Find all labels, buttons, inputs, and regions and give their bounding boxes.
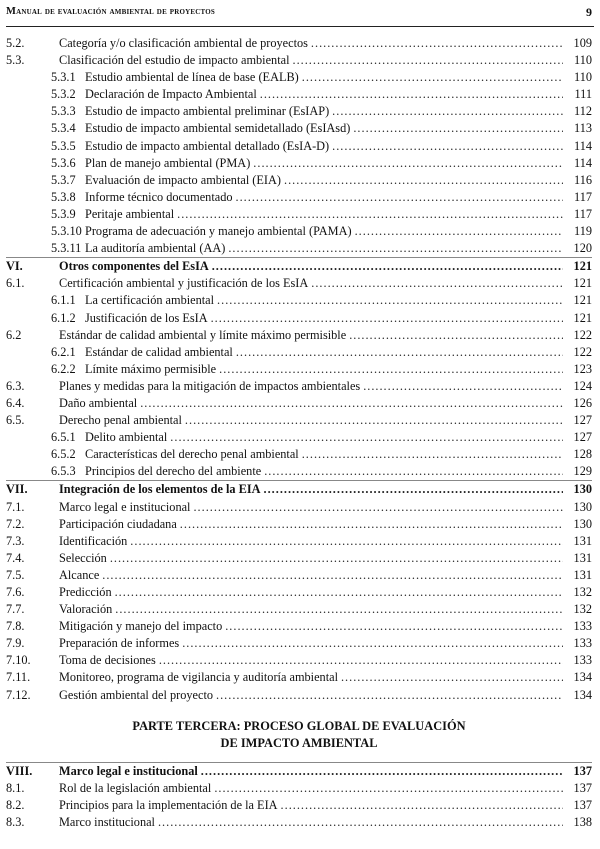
dot-leader [115,584,563,601]
dot-leader [302,446,563,463]
toc-entry-row [6,327,592,344]
toc-number: 6.4. [6,395,25,410]
toc-number: 6.5.3 [51,464,76,479]
toc-entry-row [6,499,592,516]
dot-leader [185,412,563,429]
toc-page-number: 128 [573,447,592,462]
toc-page-number: 137 [573,780,592,795]
toc-page-number: 113 [574,121,592,136]
toc-page-number: 121 [573,293,592,308]
toc-number: 5.3.1 [51,70,76,85]
dot-leader [211,310,563,327]
toc-page-number: 124 [573,378,592,393]
toc-entry-row [6,463,592,480]
dot-leader [212,258,563,275]
toc-entry-row [6,395,592,412]
toc-title: La auditoría ambiental (AA) [85,241,226,256]
dot-leader [216,687,563,704]
toc-number: 6.5.1 [51,430,76,445]
toc-number: 7.10. [6,653,31,668]
toc-entry-row [6,189,592,206]
toc-page-number: 116 [574,172,592,187]
dot-leader [228,240,563,257]
dot-leader [284,172,563,189]
toc-page-number: 110 [574,53,592,68]
toc-chapter-row [6,480,592,498]
dot-leader [311,35,563,52]
dot-leader [341,669,563,686]
toc-entry-row [6,550,592,567]
toc-number: 6.2.2 [51,361,76,376]
dot-leader [159,652,563,669]
toc-number: 5.3.4 [51,121,76,136]
toc-page-number: 119 [574,224,592,239]
toc-section-a [6,35,592,704]
toc-page-number: 133 [573,653,592,668]
toc-title: Programa de adecuación y manejo ambiental (PAMA) [85,224,352,239]
toc-title: Daño ambiental [59,395,138,410]
toc-title: Gestión ambiental del proyecto [59,687,214,702]
toc-number: 6.2 [6,327,22,342]
toc-entry-row [6,172,592,189]
toc-number: 7.6. [6,585,25,599]
toc-page-number: 132 [573,602,592,617]
toc-title: Clasificación del estudio de impacto ambiental [59,53,290,68]
dot-leader [281,797,563,814]
toc-page-number: 114 [574,138,592,153]
page-number: 9 [586,5,592,19]
toc-entry-row [6,567,592,584]
toc-title: Preparación de informes [59,636,180,651]
toc-number: 6.5. [6,413,25,428]
toc-page-number: 121 [573,259,592,274]
toc-title: Marco legal e institucional [59,763,198,778]
dot-leader [355,223,563,240]
toc-number: 6.5.2 [51,447,76,462]
dot-leader [219,361,563,378]
dot-leader [293,52,564,69]
toc-title: Evaluación de impacto ambiental (EIA) [85,172,281,187]
toc-entry-row [6,412,592,429]
toc-page-number: 121 [573,276,592,291]
toc-page-number: 130 [573,482,592,497]
toc-page-number: 137 [573,797,592,812]
dot-leader [349,327,563,344]
toc-number: 8.3. [6,814,25,829]
toc-number: 5.3.11 [51,241,82,256]
toc-title: Principios del derecho del ambiente [85,464,262,479]
toc-page-number: 131 [573,533,592,548]
toc-title: La certificación ambiental [85,293,215,308]
toc-page-number: 120 [573,241,592,256]
toc-entry-row [6,814,592,831]
toc-entry-row [6,797,592,814]
toc-number: 6.1.1 [51,293,76,308]
dot-leader [363,378,563,395]
toc-entry-row [6,635,592,652]
toc-number: VII. [6,482,28,497]
toc-number: 5.3.3 [51,104,76,119]
dot-leader [158,814,563,831]
toc-title: Estándar de calidad ambiental [85,344,233,359]
toc-title: Participación ciudadana [59,516,177,531]
toc-title: Categoría y/o clasificación ambiental de proyectos [59,36,308,50]
toc-entry-row [6,155,592,172]
toc-chapter-row [6,257,592,275]
toc-title: Certificación ambiental y justificación de los EsIA [59,276,309,291]
toc-page-number: 131 [573,550,592,565]
toc-number: 6.2.1 [51,344,76,359]
toc-entry-row [6,52,592,69]
toc-page-number: 129 [573,464,592,479]
toc-page-number: 137 [573,763,592,778]
dot-leader [214,780,563,797]
toc-title: Mitigación y manejo del impacto [59,619,223,634]
toc-title: Peritaje ambiental [85,206,175,221]
dot-leader [177,206,563,223]
toc-title: Delito ambiental [85,430,168,445]
dot-leader [110,550,563,567]
toc-number: 7.2. [6,516,25,531]
toc-title: Derecho penal ambiental [59,413,182,428]
toc-title: Estándar de calidad ambiental y límite máximo permisible [59,327,347,342]
toc-number: VI. [6,259,23,274]
toc-entry-row [6,310,592,327]
toc-number: 6.3. [6,378,25,393]
part-title-line1: PARTE TERCERA: PROCESO GLOBAL DE EVALUACIÓN [132,718,466,733]
toc-page-number: 133 [573,636,592,651]
dot-leader [264,481,563,498]
toc-page-number: 112 [574,104,592,119]
toc-title: Monitoreo, programa de vigilancia y auditoría ambiental [59,670,338,685]
toc-number: 7.9. [6,636,25,651]
running-title: Manual de evaluación ambiental de proyectos [6,6,215,17]
toc-entry-row [6,361,592,378]
toc-entry-row [6,429,592,446]
toc-title: Toma de decisiones [59,653,156,668]
toc-entry-row [6,292,592,309]
toc-page-number: 127 [573,413,592,428]
dot-leader [353,120,563,137]
toc-page-number: 122 [573,344,592,359]
toc-title: Principios para la implementación de la EIA [59,797,278,812]
toc-entry-row [6,240,592,257]
toc-number: 5.3.8 [51,189,76,204]
toc-page-number: 134 [573,687,592,702]
toc-page-number: 111 [574,87,592,102]
toc-number: 5.3.10 [51,224,82,239]
toc-page-number: 131 [573,567,592,582]
toc-title: Declaración de Impacto Ambiental [85,87,257,102]
dot-leader [332,138,563,155]
toc-page-number: 133 [573,619,592,634]
toc-number: 8.2. [6,797,25,812]
toc-entry-row [6,275,592,292]
toc-entry-row [6,69,592,86]
table-of-contents [6,35,592,831]
toc-title: Límite máximo permisible [85,361,217,376]
toc-number: 6.1. [6,276,25,291]
toc-number: 7.4. [6,550,25,565]
toc-entry-row [6,344,592,361]
toc-title: Estudio ambiental de línea de base (EALB) [85,70,299,85]
dot-leader [260,86,563,103]
toc-entry-row [6,584,592,601]
toc-number: 7.8. [6,619,25,634]
toc-entry-row [6,652,592,669]
toc-number: 7.12. [6,687,31,702]
dot-leader [201,763,563,780]
dot-leader [225,618,563,635]
toc-page-number: 117 [574,189,592,204]
dot-leader [193,499,563,516]
toc-page-number: 132 [573,585,592,599]
toc-page-number: 109 [573,36,592,50]
toc-entry-row [6,86,592,103]
toc-entry-row [6,516,592,533]
toc-title: Plan de manejo ambiental (PMA) [85,155,251,170]
dot-leader [302,69,563,86]
toc-page-number: 117 [574,206,592,221]
toc-page-number: 130 [573,516,592,531]
toc-entry-row [6,120,592,137]
toc-number: 5.3.9 [51,206,76,221]
dot-leader [217,292,563,309]
toc-title: Características del derecho penal ambiental [85,447,299,462]
toc-page-number: 134 [573,670,592,685]
dot-leader [253,155,563,172]
toc-number: 6.1.2 [51,310,76,325]
toc-page-number: 122 [573,327,592,342]
dot-leader [102,567,563,584]
toc-page-number: 110 [574,70,592,85]
toc-entry-row [6,206,592,223]
toc-page-number: 138 [573,814,592,829]
toc-chapter-row [6,762,592,780]
toc-number: 5.3. [6,53,25,68]
toc-number: 7.1. [6,499,25,514]
toc-entry-row [6,533,592,550]
toc-number: 5.3.6 [51,155,76,170]
toc-title: Rol de la legislación ambiental [59,780,212,795]
dot-leader [115,601,563,618]
toc-number: 7.11. [6,670,31,685]
toc-entry-row [6,138,592,155]
toc-entry-row [6,687,592,704]
dot-leader [332,103,563,120]
toc-title: Otros componentes del EsIA [59,259,209,274]
dot-leader [236,189,563,206]
part-title-line2: DE IMPACTO AMBIENTAL [220,735,378,750]
toc-number: 7.5. [6,567,25,582]
toc-title: Selección [59,550,107,565]
toc-entry-row [6,378,592,395]
toc-page-number: 127 [573,430,592,445]
toc-title: Estudio de impacto ambiental preliminar (EsIAP) [85,104,330,119]
toc-title: Informe técnico documentado [85,189,233,204]
toc-page-number: 130 [573,499,592,514]
toc-entry-row [6,223,592,240]
toc-entry-row [6,103,592,120]
toc-page-number: 114 [574,155,592,170]
dot-leader [140,395,563,412]
toc-entry-row [6,780,592,797]
toc-entry-row [6,446,592,463]
toc-title: Estudio de impacto ambiental semidetallado (EsIAsd) [85,121,351,136]
dot-leader [264,463,563,480]
dot-leader [170,429,563,446]
toc-page-number: 126 [573,395,592,410]
toc-number: 8.1. [6,780,25,795]
toc-number: 7.3. [6,533,25,548]
toc-number: VIII. [6,763,33,778]
toc-number: 5.3.7 [51,172,76,187]
toc-entry-row [6,669,592,686]
toc-title: Predicción [59,585,112,599]
dot-leader [180,516,563,533]
toc-entry-row [6,35,592,52]
toc-title: Justificación de los EsIA [85,310,208,325]
toc-page-number: 121 [573,310,592,325]
dot-leader [130,533,563,550]
toc-title: Alcance [59,567,100,582]
toc-title: Integración de los elementos de la EIA [59,482,261,497]
toc-number: 5.3.2 [51,87,76,102]
toc-number: 5.3.5 [51,138,76,153]
toc-title: Identificación [59,533,128,548]
dot-leader [182,635,563,652]
toc-title: Valoración [59,602,113,617]
toc-title: Estudio de impacto ambiental detallado (EsIA-D) [85,138,330,153]
dot-leader [311,275,563,292]
dot-leader [236,344,563,361]
toc-title: Planes y medidas para la mitigación de impactos ambientales [59,378,361,393]
part-title [6,718,592,752]
toc-number: 7.7. [6,602,25,617]
toc-entry-row [6,618,592,635]
toc-number: 5.2. [6,36,25,50]
toc-title: Marco institucional [59,814,155,829]
toc-title: Marco legal e institucional [59,499,191,514]
page-header [6,4,594,27]
toc-entry-row [6,601,592,618]
toc-page-number: 123 [573,361,592,376]
toc-section-b [6,762,592,831]
